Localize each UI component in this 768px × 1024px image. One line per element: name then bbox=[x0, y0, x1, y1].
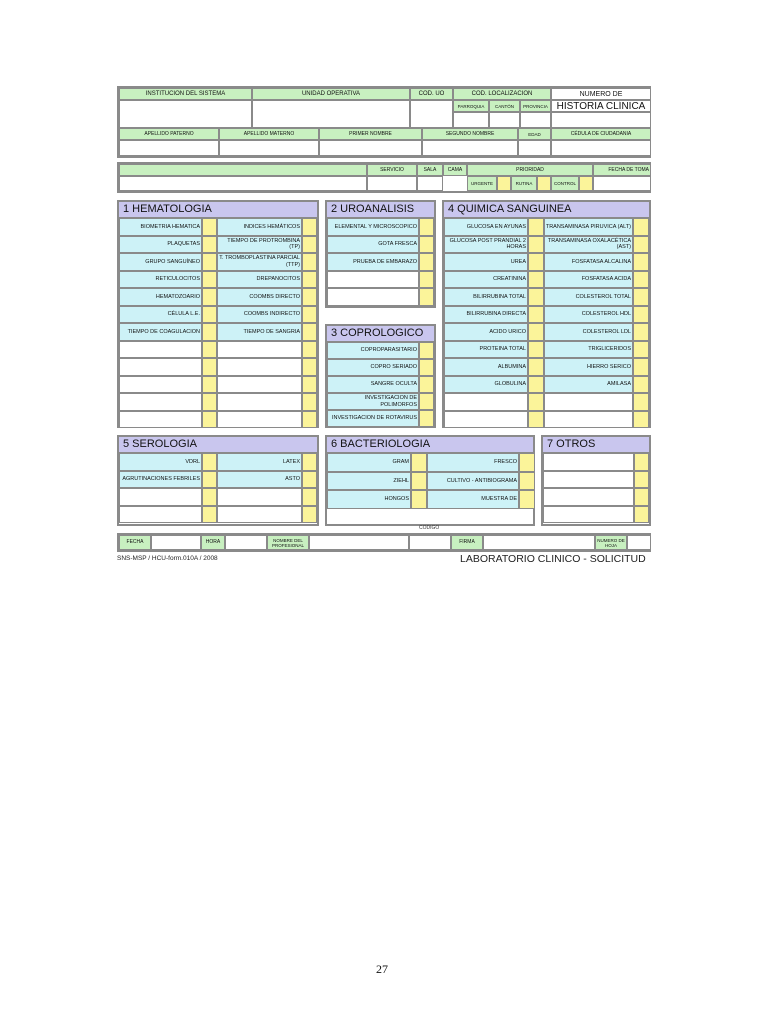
quimica-item-right: FOSFATASA ACIDA bbox=[544, 271, 633, 289]
hematologia-check-right[interactable] bbox=[302, 236, 317, 254]
quimica-check-right[interactable] bbox=[633, 393, 649, 411]
quimica-item-right: COLESTEROL HDL bbox=[544, 306, 633, 324]
historia-clinica-field[interactable] bbox=[551, 112, 651, 128]
footer-block bbox=[117, 533, 651, 552]
hematologia-item-left: BIOMETRIA HEMATICA bbox=[119, 218, 202, 236]
quimica-check-right[interactable] bbox=[633, 323, 649, 341]
quimica-item-left: GLUCOSA POST PRANDIAL 2 HORAS bbox=[444, 236, 528, 254]
quimica-check-left[interactable] bbox=[528, 306, 544, 324]
coprologico-item-left: SANGRE OCULTA bbox=[327, 376, 419, 393]
quimica-check-left[interactable] bbox=[528, 323, 544, 341]
fecha-label: FECHA bbox=[119, 535, 151, 550]
service-label-spacer bbox=[119, 164, 367, 176]
quimica-check-left[interactable] bbox=[528, 358, 544, 376]
uroanalisis-check-left[interactable] bbox=[419, 253, 434, 271]
serologia-item-left bbox=[119, 506, 202, 524]
bacteriologia-item-right: MUESTRA DE bbox=[427, 490, 519, 509]
hematologia-title: 1 HEMATOLOGIA bbox=[119, 202, 317, 218]
hematologia-check-left[interactable] bbox=[202, 288, 217, 306]
quimica-check-right[interactable] bbox=[633, 218, 649, 236]
quimica-item-left bbox=[444, 411, 528, 429]
hematologia-item-right bbox=[217, 411, 302, 429]
coprologico-item-left: COPRO SERIADO bbox=[327, 359, 419, 376]
hematologia-item-right: TIEMPO DE SANGRIA bbox=[217, 323, 302, 341]
urgente-checkbox[interactable] bbox=[497, 176, 511, 191]
firma-label: FIRMA bbox=[451, 535, 483, 550]
hematologia-item-right bbox=[217, 341, 302, 359]
unidad-operativa-field[interactable] bbox=[252, 100, 410, 128]
otros-title: 7 OTROS bbox=[543, 437, 649, 453]
quimica-item-right: TRANSAMINASA PIRUVICA (ALT) bbox=[544, 218, 633, 236]
serologia-item-left: AGRUTINACIONES FEBRILES bbox=[119, 471, 202, 489]
quimica-item-left: ALBUMINA bbox=[444, 358, 528, 376]
hematologia-check-left[interactable] bbox=[202, 271, 217, 289]
firma-field[interactable] bbox=[483, 535, 595, 550]
control-label: CONTROL bbox=[551, 176, 579, 191]
uroanalisis-check-left[interactable] bbox=[419, 218, 434, 236]
serologia-item-right: ASTO bbox=[217, 471, 302, 489]
otros-section bbox=[541, 435, 651, 526]
hematologia-check-left[interactable] bbox=[202, 306, 217, 324]
quimica-item-right: TRANSAMINASA OXALACÉTICA (AST) bbox=[544, 236, 633, 254]
hematologia-item-left: CÉLULA L.E. bbox=[119, 306, 202, 324]
quimica-item-right: FOSFATASA ALCALINA bbox=[544, 253, 633, 271]
quimica-check-right[interactable] bbox=[633, 376, 649, 394]
segundo-nombre-label: SEGUNDO NOMBRE bbox=[422, 128, 518, 140]
quimica-check-right[interactable] bbox=[633, 253, 649, 271]
hematologia-check-right[interactable] bbox=[302, 271, 317, 289]
quimica-item-left: CREATININA bbox=[444, 271, 528, 289]
apellido-materno-field[interactable] bbox=[219, 140, 319, 156]
hora-field[interactable] bbox=[225, 535, 267, 550]
quimica-title: 4 QUIMICA SANGUINEA bbox=[444, 202, 649, 218]
parroquia-field[interactable] bbox=[453, 112, 489, 128]
quimica-check-right[interactable] bbox=[633, 341, 649, 359]
bacteriologia-check-left[interactable] bbox=[411, 453, 427, 472]
quimica-item-left: GLOBULINA bbox=[444, 376, 528, 394]
segundo-nombre-field[interactable] bbox=[422, 140, 518, 156]
quimica-item-right bbox=[544, 411, 633, 429]
otros-item-left bbox=[543, 506, 634, 524]
edad-field[interactable] bbox=[518, 140, 551, 156]
historia-clinica-label: HISTORIA CLÍNICA bbox=[551, 100, 651, 112]
hematologia-item-right bbox=[217, 376, 302, 394]
codigo-field[interactable] bbox=[409, 535, 451, 550]
control-checkbox[interactable] bbox=[579, 176, 593, 191]
quimica-item-left: BILIRRUBINA DIRECTA bbox=[444, 306, 528, 324]
hematologia-check-right[interactable] bbox=[302, 253, 317, 271]
serologia-item-left bbox=[119, 488, 202, 506]
hematologia-section bbox=[117, 200, 319, 428]
uroanalisis-item-left bbox=[327, 288, 419, 306]
coprologico-check-left[interactable] bbox=[419, 376, 434, 393]
canton-label: CANTÓN bbox=[489, 100, 520, 112]
quimica-check-right[interactable] bbox=[633, 306, 649, 324]
hematologia-check-left[interactable] bbox=[202, 376, 217, 394]
hematologia-check-right[interactable] bbox=[302, 376, 317, 394]
hora-label: HORA bbox=[201, 535, 225, 550]
hematologia-check-left[interactable] bbox=[202, 323, 217, 341]
uroanalisis-check-left[interactable] bbox=[419, 271, 434, 289]
urgente-label: URGENTE bbox=[467, 176, 497, 191]
bacteriologia-check-right[interactable] bbox=[519, 490, 535, 509]
primer-nombre-label: PRIMER NOMBRE bbox=[319, 128, 422, 140]
cama-label: CAMA bbox=[443, 164, 467, 176]
quimica-check-left[interactable] bbox=[528, 253, 544, 271]
otros-item-left bbox=[543, 471, 634, 489]
bacteriologia-item-left: HONGOS bbox=[327, 490, 411, 509]
fecha-toma-label: FECHA DE TOMA bbox=[593, 164, 651, 176]
quimica-check-right[interactable] bbox=[633, 411, 649, 429]
nombre-profesional-label: NOMBRE DEL PROFESIONAL bbox=[267, 535, 309, 550]
edad-label: EDAD bbox=[518, 128, 551, 140]
quimica-item-left: PROTEINA TOTAL bbox=[444, 341, 528, 359]
fecha-field[interactable] bbox=[151, 535, 201, 550]
hematologia-item-right: DREPANOCITOS bbox=[217, 271, 302, 289]
fecha-toma-field[interactable] bbox=[593, 176, 651, 191]
coprologico-check-left[interactable] bbox=[419, 342, 434, 359]
hematologia-check-right[interactable] bbox=[302, 323, 317, 341]
hematologia-item-left bbox=[119, 341, 202, 359]
coprologico-item-left: COPROPARASITARIO bbox=[327, 342, 419, 359]
hematologia-check-left[interactable] bbox=[202, 358, 217, 376]
hematologia-check-left[interactable] bbox=[202, 236, 217, 254]
quimica-check-left[interactable] bbox=[528, 393, 544, 411]
bacteriologia-item-right: CULTIVO - ANTIBIOGRAMA bbox=[427, 472, 519, 491]
serologia-check-left[interactable] bbox=[202, 453, 217, 471]
otros-item-left bbox=[543, 488, 634, 506]
hematologia-item-left: PLAQUETAS bbox=[119, 236, 202, 254]
servicio-label: SERVICIO bbox=[367, 164, 417, 176]
quimica-check-left[interactable] bbox=[528, 271, 544, 289]
serologia-section bbox=[117, 435, 319, 526]
hematologia-check-right[interactable] bbox=[302, 218, 317, 236]
otros-check-left[interactable] bbox=[634, 506, 649, 524]
bacteriologia-item-left: GRAM bbox=[327, 453, 411, 472]
serologia-item-left: VDRL bbox=[119, 453, 202, 471]
prioridad-label: PRIORIDAD bbox=[467, 164, 593, 176]
bacteriologia-section bbox=[325, 435, 535, 526]
serologia-check-left[interactable] bbox=[202, 471, 217, 489]
coprologico-check-left[interactable] bbox=[419, 410, 434, 427]
quimica-item-right: TRIGLICERIDOS bbox=[544, 341, 633, 359]
provincia-field[interactable] bbox=[520, 112, 551, 128]
patient-header-block bbox=[117, 86, 651, 158]
apellido-materno-label: APELLIDO MATERNO bbox=[219, 128, 319, 140]
hematologia-item-right: T. TROMBOPLASTINA PARCIAL (TTP) bbox=[217, 253, 302, 271]
page-number: 27 bbox=[376, 962, 388, 976]
apellido-paterno-field[interactable] bbox=[119, 140, 219, 156]
institucion-field[interactable] bbox=[119, 100, 252, 128]
hematologia-item-right bbox=[217, 358, 302, 376]
hematologia-check-left[interactable] bbox=[202, 411, 217, 429]
bacteriologia-item-left: ZIEHL bbox=[327, 472, 411, 491]
sala-label: SALA bbox=[417, 164, 443, 176]
codigo-label: CODIGO bbox=[419, 525, 440, 531]
cod-localizacion-label: COD. LOCALIZACION bbox=[453, 88, 551, 100]
coprologico-check-left[interactable] bbox=[419, 359, 434, 376]
rutina-checkbox[interactable] bbox=[537, 176, 551, 191]
numero-de-label: NUMERO DE bbox=[551, 88, 651, 100]
hematologia-item-left: HEMATOZOARIO bbox=[119, 288, 202, 306]
coprologico-title: 3 COPROLOGICO bbox=[327, 326, 434, 342]
form-title: LABORATORIO CLINICO - SOLICITUD bbox=[460, 553, 646, 565]
quimica-check-left[interactable] bbox=[528, 376, 544, 394]
canton-field[interactable] bbox=[489, 112, 520, 128]
serologia-check-right[interactable] bbox=[302, 506, 317, 524]
hematologia-item-left: GRUPO SANGUÍNEO bbox=[119, 253, 202, 271]
serologia-check-right[interactable] bbox=[302, 453, 317, 471]
otros-check-left[interactable] bbox=[634, 471, 649, 489]
otros-check-left[interactable] bbox=[634, 453, 649, 471]
hematologia-check-right[interactable] bbox=[302, 306, 317, 324]
coprologico-item-left: INVESTIGACION DE ROTAVIRUS bbox=[327, 410, 419, 427]
serologia-check-right[interactable] bbox=[302, 488, 317, 506]
quimica-item-right: COLESTEROL TOTAL bbox=[544, 288, 633, 306]
institucion-label: INSTITUCION DEL SISTEMA bbox=[119, 88, 252, 100]
sala-field[interactable] bbox=[367, 176, 417, 191]
rutina-label: RUTINA bbox=[511, 176, 537, 191]
unidad-operativa-label: UNIDAD OPERATIVA bbox=[252, 88, 410, 100]
hematologia-item-left bbox=[119, 376, 202, 394]
uroanalisis-title: 2 UROANALISIS bbox=[327, 202, 434, 218]
serologia-item-right bbox=[217, 488, 302, 506]
hematologia-item-right: INDICES HEMÁTICOS bbox=[217, 218, 302, 236]
cedula-field[interactable] bbox=[551, 140, 651, 156]
serologia-item-right bbox=[217, 506, 302, 524]
quimica-check-left[interactable] bbox=[528, 218, 544, 236]
quimica-item-left: BILIRRUBINA TOTAL bbox=[444, 288, 528, 306]
hematologia-check-right[interactable] bbox=[302, 411, 317, 429]
uroanalisis-item-left: ELEMENTAL Y MICROSCOPICO bbox=[327, 218, 419, 236]
hematologia-item-right: TIEMPO DE PROTROMBINA (TP) bbox=[217, 236, 302, 254]
serologia-check-left[interactable] bbox=[202, 488, 217, 506]
coprologico-check-left[interactable] bbox=[419, 393, 434, 410]
nombre-profesional-field[interactable] bbox=[309, 535, 409, 550]
quimica-item-left: ACIDO URICO bbox=[444, 323, 528, 341]
hematologia-check-left[interactable] bbox=[202, 341, 217, 359]
service-block bbox=[117, 162, 651, 193]
cod-uo-label: COD. UO bbox=[410, 88, 453, 100]
quimica-item-right bbox=[544, 393, 633, 411]
hematologia-item-left: TIEMPO DE COAGULACION bbox=[119, 323, 202, 341]
quimica-check-right[interactable] bbox=[633, 236, 649, 254]
quimica-check-left[interactable] bbox=[528, 236, 544, 254]
cod-uo-field[interactable] bbox=[410, 100, 453, 128]
hematologia-item-right: COOMBS DIRECTO bbox=[217, 288, 302, 306]
hematologia-check-right[interactable] bbox=[302, 358, 317, 376]
otros-item-left bbox=[543, 453, 634, 471]
primer-nombre-field[interactable] bbox=[319, 140, 422, 156]
hematologia-item-left bbox=[119, 393, 202, 411]
bacteriologia-check-right[interactable] bbox=[519, 472, 535, 491]
hematologia-item-left bbox=[119, 411, 202, 429]
bacteriologia-check-left[interactable] bbox=[411, 490, 427, 509]
cedula-label: CÉDULA DE CIUDADANIA bbox=[551, 128, 651, 140]
quimica-item-left: UREA bbox=[444, 253, 528, 271]
serologia-check-left[interactable] bbox=[202, 506, 217, 524]
servicio-field[interactable] bbox=[119, 176, 367, 191]
uroanalisis-section bbox=[325, 200, 436, 308]
bacteriologia-title: 6 BACTERIOLOGIA bbox=[327, 437, 533, 453]
hematologia-item-right: COOMBS INDIRECTO bbox=[217, 306, 302, 324]
hematologia-check-right[interactable] bbox=[302, 341, 317, 359]
cama-field[interactable] bbox=[417, 176, 443, 191]
provincia-label: PROVINCIA bbox=[520, 100, 551, 112]
uroanalisis-item-left: GOTA FRESCA bbox=[327, 236, 419, 254]
hematologia-item-left bbox=[119, 358, 202, 376]
hematologia-check-left[interactable] bbox=[202, 393, 217, 411]
bacteriologia-item-right: FRESCO bbox=[427, 453, 519, 472]
numero-hoja-field[interactable] bbox=[627, 535, 651, 550]
otros-check-left[interactable] bbox=[634, 488, 649, 506]
uroanalisis-check-left[interactable] bbox=[419, 236, 434, 254]
hematologia-check-left[interactable] bbox=[202, 253, 217, 271]
hematologia-item-right bbox=[217, 393, 302, 411]
quimica-item-right: HIERRO SERICO bbox=[544, 358, 633, 376]
serologia-title: 5 SEROLOGIA bbox=[119, 437, 317, 453]
bacteriologia-check-right[interactable] bbox=[519, 453, 535, 472]
uroanalisis-check-left[interactable] bbox=[419, 288, 434, 306]
quimica-section bbox=[442, 200, 651, 428]
coprologico-section bbox=[325, 324, 436, 428]
quimica-item-right: AMILASA bbox=[544, 376, 633, 394]
quimica-check-left[interactable] bbox=[528, 341, 544, 359]
quimica-item-left bbox=[444, 393, 528, 411]
quimica-check-left[interactable] bbox=[528, 411, 544, 429]
parroquia-label: PARROQUIA bbox=[453, 100, 489, 112]
uroanalisis-item-left bbox=[327, 271, 419, 289]
numero-hoja-label: NUMERO DE HOJA bbox=[595, 535, 627, 550]
quimica-check-right[interactable] bbox=[633, 358, 649, 376]
quimica-item-right: COLESTEROL LDL bbox=[544, 323, 633, 341]
quimica-check-left[interactable] bbox=[528, 288, 544, 306]
coprologico-item-left: INVESTIGACION DE POLIMORFOS bbox=[327, 393, 419, 410]
form-code: SNS-MSP / HCU-form.010A / 2008 bbox=[117, 555, 218, 562]
quimica-check-right[interactable] bbox=[633, 271, 649, 289]
serologia-item-right: LATEX bbox=[217, 453, 302, 471]
hematologia-item-left: RETICULOCITOS bbox=[119, 271, 202, 289]
serologia-check-right[interactable] bbox=[302, 471, 317, 489]
hematologia-check-right[interactable] bbox=[302, 288, 317, 306]
hematologia-check-right[interactable] bbox=[302, 393, 317, 411]
quimica-check-right[interactable] bbox=[633, 288, 649, 306]
bacteriologia-check-left[interactable] bbox=[411, 472, 427, 491]
quimica-item-left: GLUCOSA EN AYUNAS bbox=[444, 218, 528, 236]
apellido-paterno-label: APELLIDO PATERNO bbox=[119, 128, 219, 140]
hematologia-check-left[interactable] bbox=[202, 218, 217, 236]
uroanalisis-item-left: PRUEBA DE EMBARAZO bbox=[327, 253, 419, 271]
